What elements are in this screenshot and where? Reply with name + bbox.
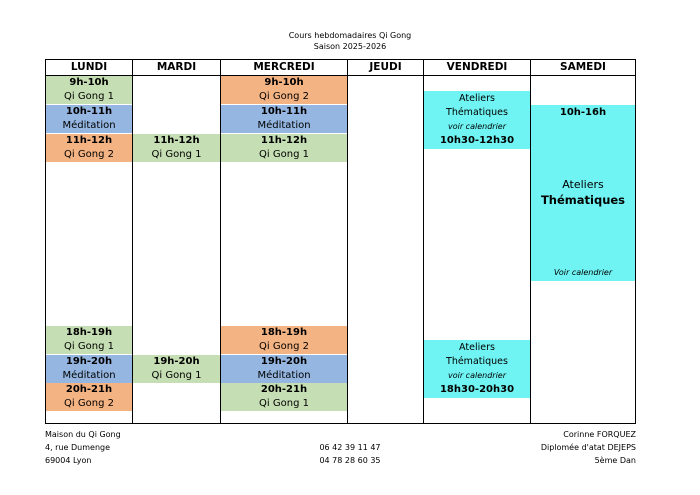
header-vendredi: VENDREDI xyxy=(424,60,530,76)
slot-class: Qi Gong 2 xyxy=(221,90,347,104)
slot-time: 19h-20h xyxy=(221,355,347,369)
slot-time: 19h-20h xyxy=(133,355,220,369)
slot-time: 9h-10h xyxy=(46,76,132,90)
footer-line: Maison du Qi Gong xyxy=(45,430,121,439)
slot-class: Méditation xyxy=(221,369,347,383)
header-mercredi: MERCREDI xyxy=(221,60,347,76)
slot-class: Méditation xyxy=(221,119,347,133)
slot-time: 18h-19h xyxy=(46,326,132,340)
slot-time: 10h-11h xyxy=(46,105,132,119)
slot-class: Qi Gong 2 xyxy=(46,397,132,411)
slot-time: 11h-12h xyxy=(133,134,220,148)
column-samedi xyxy=(531,60,635,423)
slot-class: Méditation xyxy=(46,369,132,383)
atelier-label: Ateliers xyxy=(459,342,495,353)
atelier-label: Thématiques xyxy=(446,107,508,118)
slot-class: Qi Gong 1 xyxy=(46,340,132,354)
slot-time: 20h-21h xyxy=(46,383,132,397)
header-mardi: MARDI xyxy=(133,60,220,76)
header-samedi: SAMEDI xyxy=(531,60,635,76)
atelier-label: Ateliers xyxy=(562,178,604,191)
slot-time: 11h-12h xyxy=(46,134,132,148)
page-title: Cours hebdomadaires Qi Gong xyxy=(288,31,412,40)
slot-time: 9h-10h xyxy=(221,76,347,90)
header-lundi: LUNDI xyxy=(46,60,132,76)
footer-line: 69004 Lyon xyxy=(45,456,92,465)
atelier-label: Thématiques xyxy=(446,356,508,367)
schedule-table xyxy=(45,59,636,424)
atelier-time: 10h30-12h30 xyxy=(439,135,515,146)
slot-class: Qi Gong 1 xyxy=(133,369,220,383)
atelier-block-saturday xyxy=(531,105,635,281)
footer-teacher xyxy=(541,428,636,467)
slot-time: 10h-11h xyxy=(221,105,347,119)
slot-class: Qi Gong 1 xyxy=(133,148,220,162)
column-mardi xyxy=(133,60,221,423)
page-subtitle: Saison 2025-2026 xyxy=(313,42,387,51)
atelier-block-evening xyxy=(424,340,530,398)
atelier-calendar-note: voir calendrier xyxy=(448,371,506,380)
slot-time: 19h-20h xyxy=(46,355,132,369)
slot-class: Qi Gong 2 xyxy=(221,340,347,354)
footer-line: Corinne FORQUEZ xyxy=(563,430,636,439)
column-mercredi xyxy=(221,60,348,423)
atelier-calendar-note: voir calendrier xyxy=(448,122,506,131)
column-lundi xyxy=(46,60,133,423)
atelier-time: 10h-16h xyxy=(559,107,607,118)
footer-phone: 06 42 39 11 47 xyxy=(319,443,381,452)
footer-line: 5ème Dan xyxy=(594,456,636,465)
slot-class: Qi Gong 1 xyxy=(221,148,347,162)
atelier-time: 18h30-20h30 xyxy=(439,384,515,395)
slot-time: 11h-12h xyxy=(221,134,347,148)
slot-class: Qi Gong 1 xyxy=(221,397,347,411)
slot-class: Qi Gong 2 xyxy=(46,148,132,162)
column-jeudi xyxy=(348,60,424,423)
atelier-label: Ateliers xyxy=(459,93,495,104)
slot-time: 18h-19h xyxy=(221,326,347,340)
column-vendredi xyxy=(424,60,531,423)
footer-line: Diplomée d'atat DEJEPS xyxy=(540,443,636,452)
atelier-calendar-note: Voir calendrier xyxy=(553,268,613,277)
slot-class: Méditation xyxy=(46,119,132,133)
atelier-label: Thématiques xyxy=(540,193,626,207)
atelier-block-morning xyxy=(424,91,530,149)
footer-phone: 04 78 28 60 35 xyxy=(319,456,381,465)
slot-class: Qi Gong 1 xyxy=(46,90,132,104)
footer-line: 4, rue Dumenge xyxy=(45,443,111,452)
slot-time: 20h-21h xyxy=(221,383,347,397)
header-jeudi: JEUDI xyxy=(348,60,423,76)
